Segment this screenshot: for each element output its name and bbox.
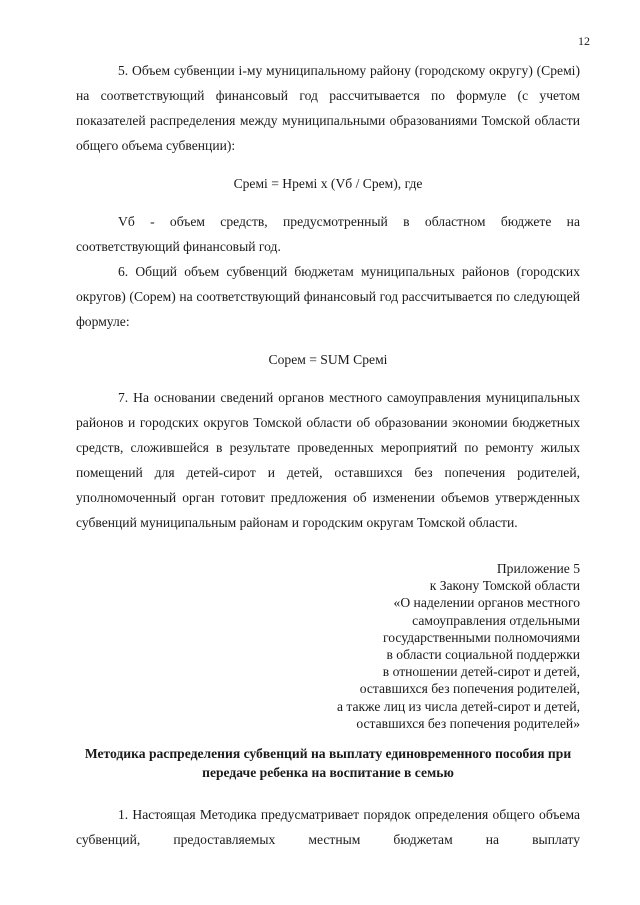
page-number: 12 bbox=[578, 34, 590, 48]
appendix-line: в области социальной поддержки bbox=[386, 647, 580, 663]
appendix-heading bbox=[76, 560, 580, 732]
method-title-line: передаче ребенка на воспитание в семью bbox=[202, 765, 454, 781]
appendix-line: самоуправления отдельными bbox=[412, 612, 580, 628]
appendix-line: «О наделении органов местного bbox=[393, 595, 580, 611]
appendix-line: Приложение 5 bbox=[496, 561, 580, 576]
formula-subvention-district: Сремі = Нремі х (Vб / Срем), где bbox=[233, 176, 423, 191]
appendix-line: государственными полномочиями bbox=[383, 629, 580, 645]
appendix-line: оставшихся без попечения родителей, bbox=[359, 681, 580, 697]
method-title-line: Методика распределения субвенций на выплату единовременного пособия при bbox=[84, 746, 572, 762]
method-paragraph-1: 1. Настоящая Методика предусматривает порядок определения общего объема субвенций, предоставляемых местным бюджетам на выплату bbox=[76, 807, 580, 848]
method-title bbox=[76, 744, 580, 782]
appendix-line: к Закону Томской области bbox=[429, 578, 580, 594]
appendix-line: а также лиц из числа детей-сирот и детей, bbox=[336, 698, 580, 714]
paragraph-6: 6. Общий объем субвенций бюджетам муниципальных районов (городских округов) (Сорем) на соответствующий финансовый год рассчитывается по следующей формуле: bbox=[76, 264, 580, 329]
appendix-line: в отношении детей-сирот и детей, bbox=[382, 664, 580, 680]
document-body bbox=[76, 58, 580, 852]
paragraph-7: 7. На основании сведений органов местного самоуправления муниципальных районов и городских округов Томской области об образовании экономии бюджетных средств, сложившейся в результате проведенных мероприятий по ремонту жилых помещений для детей-сирот и детей, оставшихся без попечения родителей, уполномоченный орган готовит предложения об изменении объемов утвержденных субвенций муниципальным районам и городским округам Томской области. bbox=[76, 390, 580, 530]
formula-total-subvention: Сорем = SUM Сремі bbox=[268, 352, 388, 367]
paragraph-vb-definition: Vб - объем средств, предусмотренный в областном бюджете на соответствующий финансовый год. bbox=[76, 214, 580, 254]
paragraph-5: 5. Объем субвенции i-му муниципальному району (городскому округу) (Сремі) на соответствующий финансовый год рассчитывается по формуле (с учетом показателей распределения между муниципальными образованиями Томской области общего объема субвенции): bbox=[76, 63, 580, 153]
appendix-line: оставшихся без попечения родителей» bbox=[356, 715, 580, 731]
